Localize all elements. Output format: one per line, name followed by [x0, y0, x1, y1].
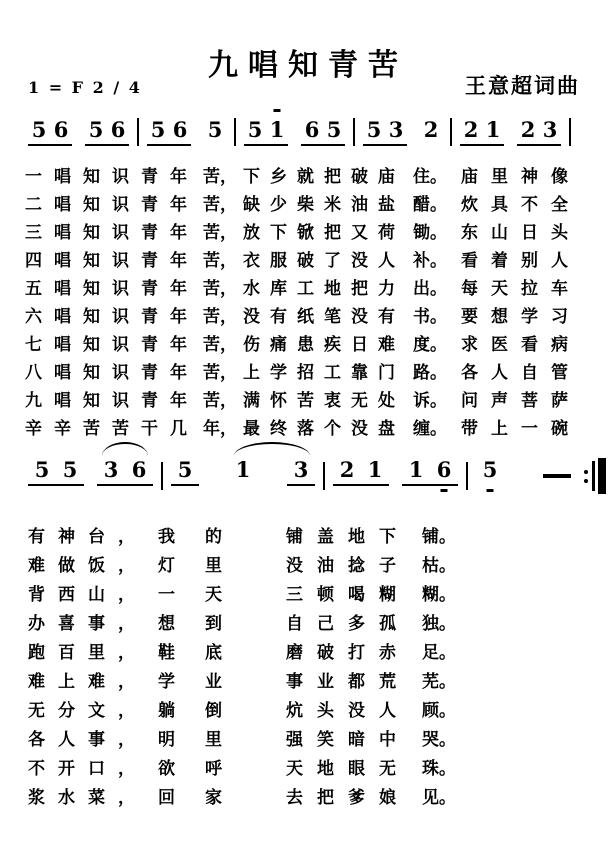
note-2: 2	[423, 117, 439, 142]
lyric-segment: 五唱知识青年	[25, 278, 199, 299]
lyric-segment: 鞋底	[158, 643, 252, 664]
lyric-segment: 九唱知识青年	[25, 390, 199, 411]
lyric-segment: 满怀苦衷无处	[243, 390, 405, 411]
score-line-1	[28, 108, 616, 146]
note-6: 6	[53, 117, 69, 142]
lyric-segment: 哭。	[422, 730, 456, 751]
lyric-segment: 七唱知识青年	[25, 334, 199, 355]
note-3: 3	[542, 117, 558, 142]
beam-group	[97, 458, 153, 486]
composer-credit: 王意超词曲	[465, 74, 580, 98]
note-1: 1	[408, 457, 424, 483]
lyric-segment: 难做饭，	[28, 556, 148, 577]
lyric-segment: 看着别人	[461, 250, 581, 271]
lyric-segment: 上学招工靠门	[243, 362, 405, 383]
lyric-segment: 灯里	[158, 556, 252, 577]
note-1: 1	[235, 457, 251, 483]
beam-group	[333, 458, 389, 486]
note-5: 5	[177, 457, 193, 483]
lyric-segment: 去把爹娘	[286, 788, 410, 809]
lyric-segment: 苦，	[203, 306, 237, 327]
key-time-signature: 1 = F 2 / 4	[28, 78, 142, 97]
note-6: 6	[110, 117, 126, 142]
note-5: 5	[34, 457, 50, 483]
lyric-segment: 我的	[158, 527, 252, 548]
lyric-segment: 缺少柴米油盐	[243, 194, 405, 215]
lyric-segment: 庙里神像	[461, 166, 581, 187]
note-3: 3	[103, 457, 119, 483]
lyric-segment: 回家	[158, 788, 252, 809]
lyric-segment: 三顿喝糊	[286, 585, 410, 606]
lyric-segment: 八唱知识青年	[25, 362, 199, 383]
lyric-segment: 要想学习	[461, 306, 581, 327]
note-6: 6	[436, 458, 452, 481]
lyric-segment: 住。	[413, 166, 447, 187]
octave-dot-low	[441, 489, 448, 492]
note-5: 5	[326, 117, 342, 142]
lyric-segment: 难上难，	[28, 672, 148, 693]
barline	[323, 462, 325, 490]
note-6: 6	[131, 457, 147, 483]
lyric-segment: 铺盖地下	[286, 527, 410, 548]
lyric-segment: 炊具不全	[461, 194, 581, 215]
lyric-segment: 跑百里，	[28, 643, 148, 664]
note-5: 5	[31, 117, 47, 142]
lyric-segment: 苦，	[203, 250, 237, 271]
barline	[161, 462, 163, 490]
thin-barline	[592, 461, 595, 491]
beam-group	[363, 118, 407, 146]
lyric-segment: 糊。	[422, 585, 456, 606]
lyric-line	[25, 216, 616, 244]
beam-group	[28, 118, 72, 146]
beam-group	[244, 118, 288, 146]
lyric-segment: 苦，	[203, 334, 237, 355]
lyric-segment: 书。	[413, 306, 447, 327]
lyric-segment: 各人事，	[28, 730, 148, 751]
barline	[137, 118, 139, 146]
lyric-line	[28, 781, 616, 810]
lyric-line	[25, 188, 616, 216]
lyric-segment: 六唱知识青年	[25, 306, 199, 327]
lyric-line	[28, 520, 616, 549]
score-header	[0, 0, 616, 108]
lyric-segment: 办喜事，	[28, 614, 148, 635]
lyric-segment: 醋。	[413, 194, 447, 215]
lyric-line	[28, 694, 616, 723]
lyric-segment: 锄。	[413, 222, 447, 243]
note-5: 5	[366, 117, 382, 142]
lyric-segment: 有神台，	[28, 527, 148, 548]
lyric-line	[25, 300, 616, 328]
note-5: 5	[247, 117, 263, 142]
lyric-segment: 度。	[413, 334, 447, 355]
lyric-segment: 下乡就把破庙	[243, 166, 405, 187]
note-3: 3	[293, 457, 309, 483]
note-5: 5	[150, 117, 166, 142]
score-line-2	[28, 440, 616, 494]
lyric-segment: 问声菩萨	[461, 390, 581, 411]
lyric-segment: 强笑暗中	[286, 730, 410, 751]
octave-dot-low	[487, 489, 494, 492]
barline	[569, 118, 571, 146]
lyric-segment: 补。	[413, 250, 447, 271]
lyric-segment: 天地眼无	[286, 759, 410, 780]
lyric-segment: 学业	[158, 672, 252, 693]
lyric-segment: 没油捻子	[286, 556, 410, 577]
verse-block-1	[25, 160, 616, 440]
lyric-segment: 苦，	[203, 194, 237, 215]
lyric-segment: 浆水菜，	[28, 788, 148, 809]
lyric-segment: 路。	[413, 362, 447, 383]
lyric-segment: 一天	[158, 585, 252, 606]
lyric-line	[28, 752, 616, 781]
slur-group	[229, 458, 315, 486]
lyric-segment: 磨破打赤	[286, 643, 410, 664]
lyric-segment: 每天拉车	[461, 278, 581, 299]
lyric-segment: 最终落个没盘	[243, 418, 405, 439]
note-2: 2	[520, 117, 536, 142]
lyric-segment: 铺。	[422, 527, 456, 548]
beam-group	[85, 118, 129, 146]
lyric-segment: 伤痛患疾日难	[243, 334, 405, 355]
lyric-line	[28, 665, 616, 694]
lyric-segment: 苦，	[203, 222, 237, 243]
beam-group	[402, 458, 458, 486]
lyric-segment: 不开口，	[28, 759, 148, 780]
lyric-segment: 缠。	[413, 418, 447, 439]
note-5: 5	[482, 458, 498, 481]
lyric-line	[28, 723, 616, 752]
note-5: 5	[207, 117, 223, 142]
lyric-line	[25, 328, 616, 356]
lyric-segment: 顾。	[422, 701, 456, 722]
lyric-line	[25, 356, 616, 384]
lyric-line	[25, 412, 616, 440]
note-5: 5	[88, 117, 104, 142]
lyric-segment: 苦，	[203, 278, 237, 299]
lyric-segment: 独。	[422, 614, 456, 635]
note-6: 6	[304, 117, 320, 142]
repeat-colon	[584, 470, 588, 483]
lyric-segment: 四唱知识青年	[25, 250, 199, 271]
lyric-segment: 背西山，	[28, 585, 148, 606]
note-2: 2	[339, 457, 355, 483]
lyric-segment: 想到	[158, 614, 252, 635]
verse-block-2	[28, 520, 616, 810]
song-title: 九唱知青苦	[208, 48, 408, 83]
lyric-segment: 东山日头	[461, 222, 581, 243]
beam-group	[28, 458, 84, 486]
beam-group	[460, 118, 504, 146]
lyric-segment: 诉。	[413, 390, 447, 411]
lyric-segment: 求医看病	[461, 334, 581, 355]
lyric-segment: 出。	[413, 278, 447, 299]
beam-group	[287, 458, 315, 486]
lyric-segment: 无分文，	[28, 701, 148, 722]
lyric-segment: 放下锨把又荷	[243, 222, 405, 243]
beam-group	[171, 458, 199, 486]
beam-group	[517, 118, 561, 146]
note-1: 1	[269, 118, 285, 141]
lyric-segment: 没有纸笔没有	[243, 306, 405, 327]
lyric-segment: 苦，	[203, 390, 237, 411]
note-3: 3	[388, 117, 404, 142]
lyric-segment: 三唱知识青年	[25, 222, 199, 243]
note-1: 1	[485, 117, 501, 142]
barline	[353, 118, 355, 146]
thick-barline	[598, 458, 606, 494]
lyric-segment: 年，	[203, 418, 237, 439]
lyric-segment: 事业都荒	[286, 672, 410, 693]
lyric-line	[25, 272, 616, 300]
lyric-segment: 自己多孤	[286, 614, 410, 635]
barline	[234, 118, 236, 146]
lyric-line	[25, 244, 616, 272]
lyric-segment: 二唱知识青年	[25, 194, 199, 215]
lyric-segment: 明里	[158, 730, 252, 751]
lyric-segment: 苦，	[203, 166, 237, 187]
note-5: 5	[62, 457, 78, 483]
lyric-segment: 衣服破了没人	[243, 250, 405, 271]
lyric-line	[28, 607, 616, 636]
lyric-segment: 芜。	[422, 672, 456, 693]
octave-dot-high	[274, 109, 281, 112]
note-1: 1	[367, 457, 383, 483]
barline	[450, 118, 452, 146]
lyric-line	[25, 384, 616, 412]
lyric-segment: 辛辛苦苦干几	[25, 418, 199, 439]
lyric-line	[28, 636, 616, 665]
lyric-segment: 一唱知识青年	[25, 166, 199, 187]
lyric-segment: 炕头没人	[286, 701, 410, 722]
lyric-segment: 珠。	[422, 759, 456, 780]
lyric-segment: 见。	[422, 788, 456, 809]
beam-group	[301, 118, 345, 146]
lyric-line	[25, 160, 616, 188]
held-note-dash	[543, 474, 571, 478]
beam-group	[147, 118, 191, 146]
lyric-segment: 足。	[422, 643, 456, 664]
lyric-segment: 带上一碗	[461, 418, 581, 439]
lyric-segment: 水库工地把力	[243, 278, 405, 299]
slur-group	[97, 458, 153, 486]
lyric-line	[28, 578, 616, 607]
lyric-segment: 躺倒	[158, 701, 252, 722]
lyric-segment: 各人自管	[461, 362, 581, 383]
lyric-line	[28, 549, 616, 578]
lyric-segment: 欲呼	[158, 759, 252, 780]
lyric-segment: 苦，	[203, 362, 237, 383]
note-6: 6	[172, 117, 188, 142]
barline	[466, 462, 468, 490]
note-2: 2	[463, 117, 479, 142]
lyric-segment: 枯。	[422, 556, 456, 577]
repeat-end-barline	[584, 458, 606, 494]
